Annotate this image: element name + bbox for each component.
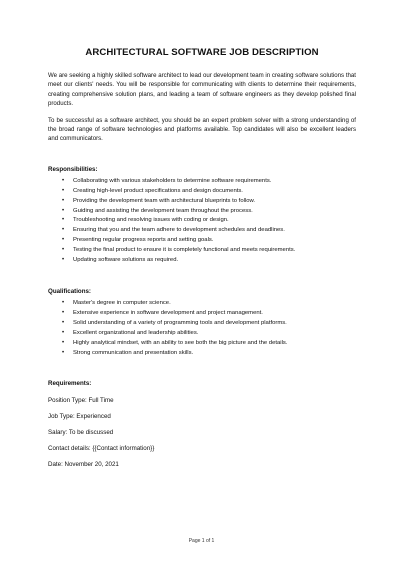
bullet-icon: • [62, 339, 65, 346]
bullet-icon: • [62, 217, 65, 224]
salary-field: Salary: To be discussed [48, 429, 114, 437]
bullet-icon: • [62, 309, 65, 316]
bullet-icon: • [62, 177, 65, 184]
bullet-icon: • [62, 329, 65, 336]
document-title: ARCHITECTURAL SOFTWARE JOB DESCRIPTION [85, 47, 319, 58]
position-type-field: Position Type: Full Time [48, 397, 114, 405]
qualifications-list [48, 299, 356, 358]
list-item: • Highly analytical mindset, with an ability to see both the big picture and the details. [62, 339, 356, 349]
responsibilities-heading: Responsibilities: [48, 165, 98, 173]
list-item: • Strong communication and presentation skills. [62, 349, 356, 359]
requirements-heading: Requirements: [48, 380, 92, 388]
bullet-icon: • [62, 247, 65, 254]
bullet-icon: • [62, 300, 65, 306]
date-field: Date: November 20, 2021 [48, 461, 119, 469]
list-item: • Master's degree in computer science. [62, 299, 356, 309]
bullet-icon: • [62, 349, 65, 356]
bullet-icon: • [62, 227, 65, 234]
list-item: • Excellent organizational and leadership abilities. [62, 329, 356, 339]
list-item: • Collaborating with various stakeholders to determine software requirements. [62, 177, 356, 187]
list-item: • Updating software solutions as required. [62, 256, 356, 266]
list-item: • Extensive experience in software development and project management. [62, 309, 356, 319]
list-item: • Troubleshooting and resolving issues with coding or design. [62, 216, 356, 226]
contact-details-field: Contact details: {{Contact information}} [48, 445, 155, 453]
responsibilities-list [48, 177, 356, 266]
bullet-icon: • [62, 197, 65, 204]
document-body [48, 47, 356, 469]
list-item: • Creating high-level product specifications and design documents. [62, 187, 356, 197]
qualifications-heading: Qualifications: [48, 288, 91, 295]
bullet-icon: • [62, 187, 65, 194]
bullet-icon: • [62, 237, 65, 244]
list-item: • Presenting regular progress reports and setting goals. [62, 236, 356, 246]
bullet-icon: • [62, 257, 65, 264]
bullet-icon: • [62, 207, 65, 214]
list-item: • Ensuring that you and the team adhere to development schedules and deadlines. [62, 226, 356, 236]
job-type-field: Job Type: Experienced [48, 413, 111, 421]
page-number-footer: Page 1 of 1 [188, 538, 215, 544]
list-item: • Guiding and assisting the development team throughout the process. [62, 207, 356, 217]
list-item: • Testing the final product to ensure it is completely functional and meets requirements. [62, 246, 356, 256]
bullet-icon: • [62, 319, 65, 326]
list-item: • Providing the development team with architectural blueprints to follow. [62, 197, 356, 207]
intro-paragraph-2: To be successful as a software architect, you should be an expert problem solver with a strong understanding of the broad range of software technologies and platforms available. Top candidates will also be excellent leaders and communicators. [48, 116, 356, 143]
list-item: • Solid understanding of a variety of programming tools and development platforms. [62, 319, 356, 329]
intro-paragraph-1: We are seeking a highly skilled software architect to lead our development team in creating software solutions that meet our clients' needs. You will be responsible for communicating with clients to determine their requirements, creating comprehensive solution plans, and leading a team of software engineers as they develop polished final products. [48, 72, 356, 108]
